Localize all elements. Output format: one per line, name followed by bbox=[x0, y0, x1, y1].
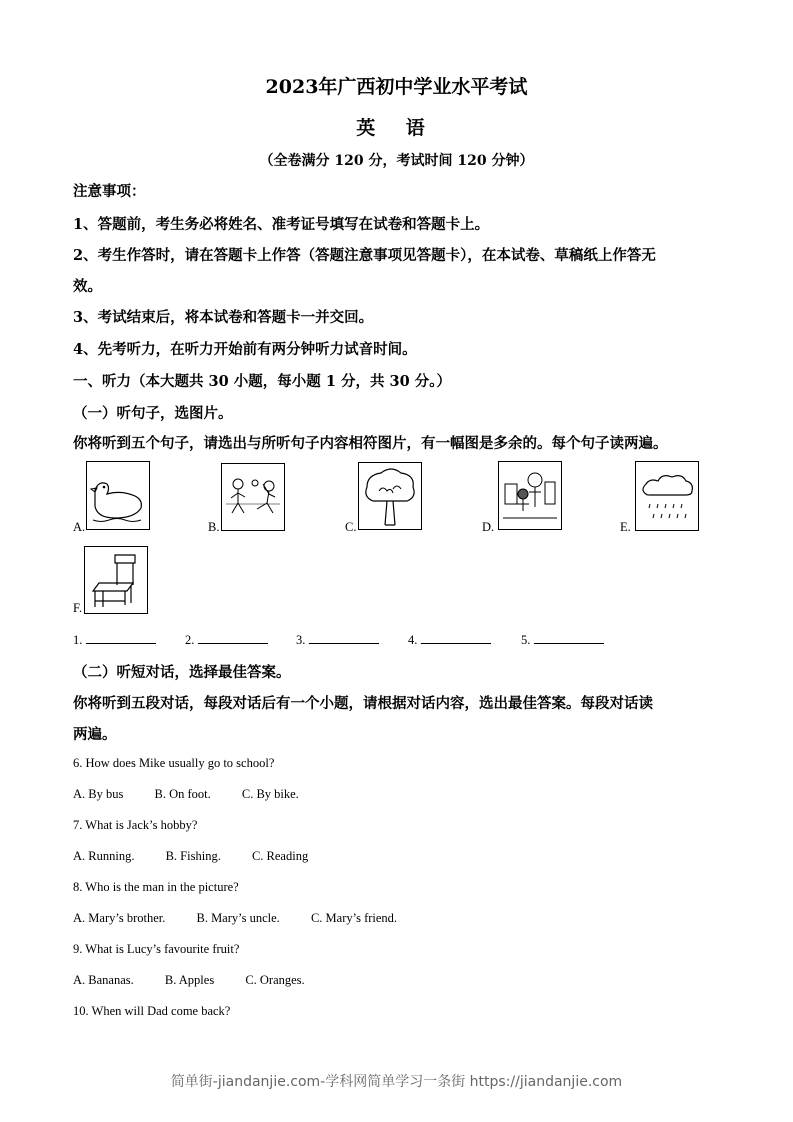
question-9: 9. What is Lucy’s favourite fruit? bbox=[73, 942, 240, 956]
blank-number: 5. bbox=[521, 633, 531, 647]
notice-item: 3、考试结束后，将本试卷和答题卡一并交回。 bbox=[73, 309, 374, 326]
question-9-options bbox=[73, 973, 333, 988]
notice-item: 效。 bbox=[73, 278, 102, 295]
exam-info: （全卷满分 120 分，考试时间 120 分钟） bbox=[259, 153, 534, 169]
answer-blank-3[interactable] bbox=[296, 631, 379, 648]
option-b[interactable]: B. Fishing. bbox=[165, 849, 221, 863]
option-c[interactable]: C. Oranges. bbox=[245, 973, 305, 987]
option-c[interactable]: C. Mary’s friend. bbox=[310, 911, 398, 925]
answer-blank-2[interactable] bbox=[185, 631, 268, 648]
chair-icon bbox=[84, 546, 148, 614]
question-6: 6. How does Mike usually go to school? bbox=[73, 756, 275, 770]
option-b[interactable]: B. On foot. bbox=[154, 787, 211, 801]
picture-label: A. bbox=[73, 520, 86, 534]
option-a[interactable]: A. Bananas. bbox=[73, 973, 134, 987]
notice-item: 1、答题前，考生务必将姓名、准考证号填写在试卷和答题卡上。 bbox=[73, 216, 490, 233]
picture-label: F. bbox=[73, 601, 83, 615]
option-c[interactable]: C. Reading bbox=[251, 849, 309, 863]
kids-playing-football-icon bbox=[221, 463, 285, 531]
subject-title: 英 语 bbox=[356, 117, 437, 139]
answer-blank-1[interactable] bbox=[73, 631, 156, 648]
duck-icon bbox=[86, 461, 150, 530]
rain-cloud-icon bbox=[635, 461, 699, 531]
part2-instruction: 你将听到五段对话，每段对话后有一个小题，请根据对话内容，选出最佳答案。每段对话读 bbox=[73, 695, 653, 712]
notice-item: 4、先考听力，在听力开始前有两分钟听力试音时间。 bbox=[73, 341, 417, 358]
option-a[interactable]: A. By bus bbox=[73, 787, 124, 801]
blank-number: 1. bbox=[73, 633, 83, 647]
exam-title: 2023年广西初中学业水平考试 bbox=[265, 76, 528, 98]
option-c[interactable]: C. By bike. bbox=[241, 787, 299, 801]
picture-label: D. bbox=[482, 520, 495, 534]
option-a[interactable]: A. Mary’s brother. bbox=[73, 911, 166, 925]
question-8: 8. Who is the man in the picture? bbox=[73, 880, 239, 894]
option-a[interactable]: A. Running. bbox=[73, 849, 135, 863]
option-b[interactable]: B. Apples bbox=[164, 973, 215, 987]
option-b[interactable]: B. Mary’s uncle. bbox=[196, 911, 280, 925]
part1-heading: （一）听句子，选图片。 bbox=[73, 405, 233, 422]
tree-icon bbox=[358, 462, 422, 530]
blank-number: 2. bbox=[185, 633, 195, 647]
children-with-buildings-icon bbox=[498, 461, 562, 530]
question-8-options bbox=[73, 911, 425, 926]
question-7: 7. What is Jack’s hobby? bbox=[73, 818, 198, 832]
part2-instruction: 两遍。 bbox=[73, 726, 117, 743]
section-heading: 一、听力（本大题共 30 小题，每小题 1 分，共 30 分。） bbox=[73, 373, 451, 390]
picture-label: E. bbox=[620, 520, 631, 534]
question-6-options bbox=[73, 787, 327, 802]
picture-label: C. bbox=[345, 520, 357, 534]
answer-blank-5[interactable] bbox=[521, 631, 604, 648]
picture-label: B. bbox=[208, 520, 220, 534]
answer-blank-4[interactable] bbox=[408, 631, 491, 648]
blank-number: 4. bbox=[408, 633, 418, 647]
notice-item: 2、考生作答时，请在答题卡上作答（答题注意事项见答题卡），在本试卷、草稿纸上作答无 bbox=[73, 247, 656, 264]
part2-heading: （二）听短对话，选择最佳答案。 bbox=[73, 664, 291, 681]
watermark-footer: 简单街-jiandanjie.com-学科网简单学习一条街 https://jiandanjie.com bbox=[170, 1074, 623, 1090]
question-7-options bbox=[73, 849, 336, 864]
blank-number: 3. bbox=[296, 633, 306, 647]
notice-heading: 注意事项： bbox=[73, 183, 146, 200]
part1-instruction: 你将听到五个句子，请选出与所听句子内容相符图片，有一幅图是多余的。每个句子读两遍。 bbox=[73, 435, 668, 452]
question-10: 10. When will Dad come back? bbox=[73, 1004, 231, 1018]
